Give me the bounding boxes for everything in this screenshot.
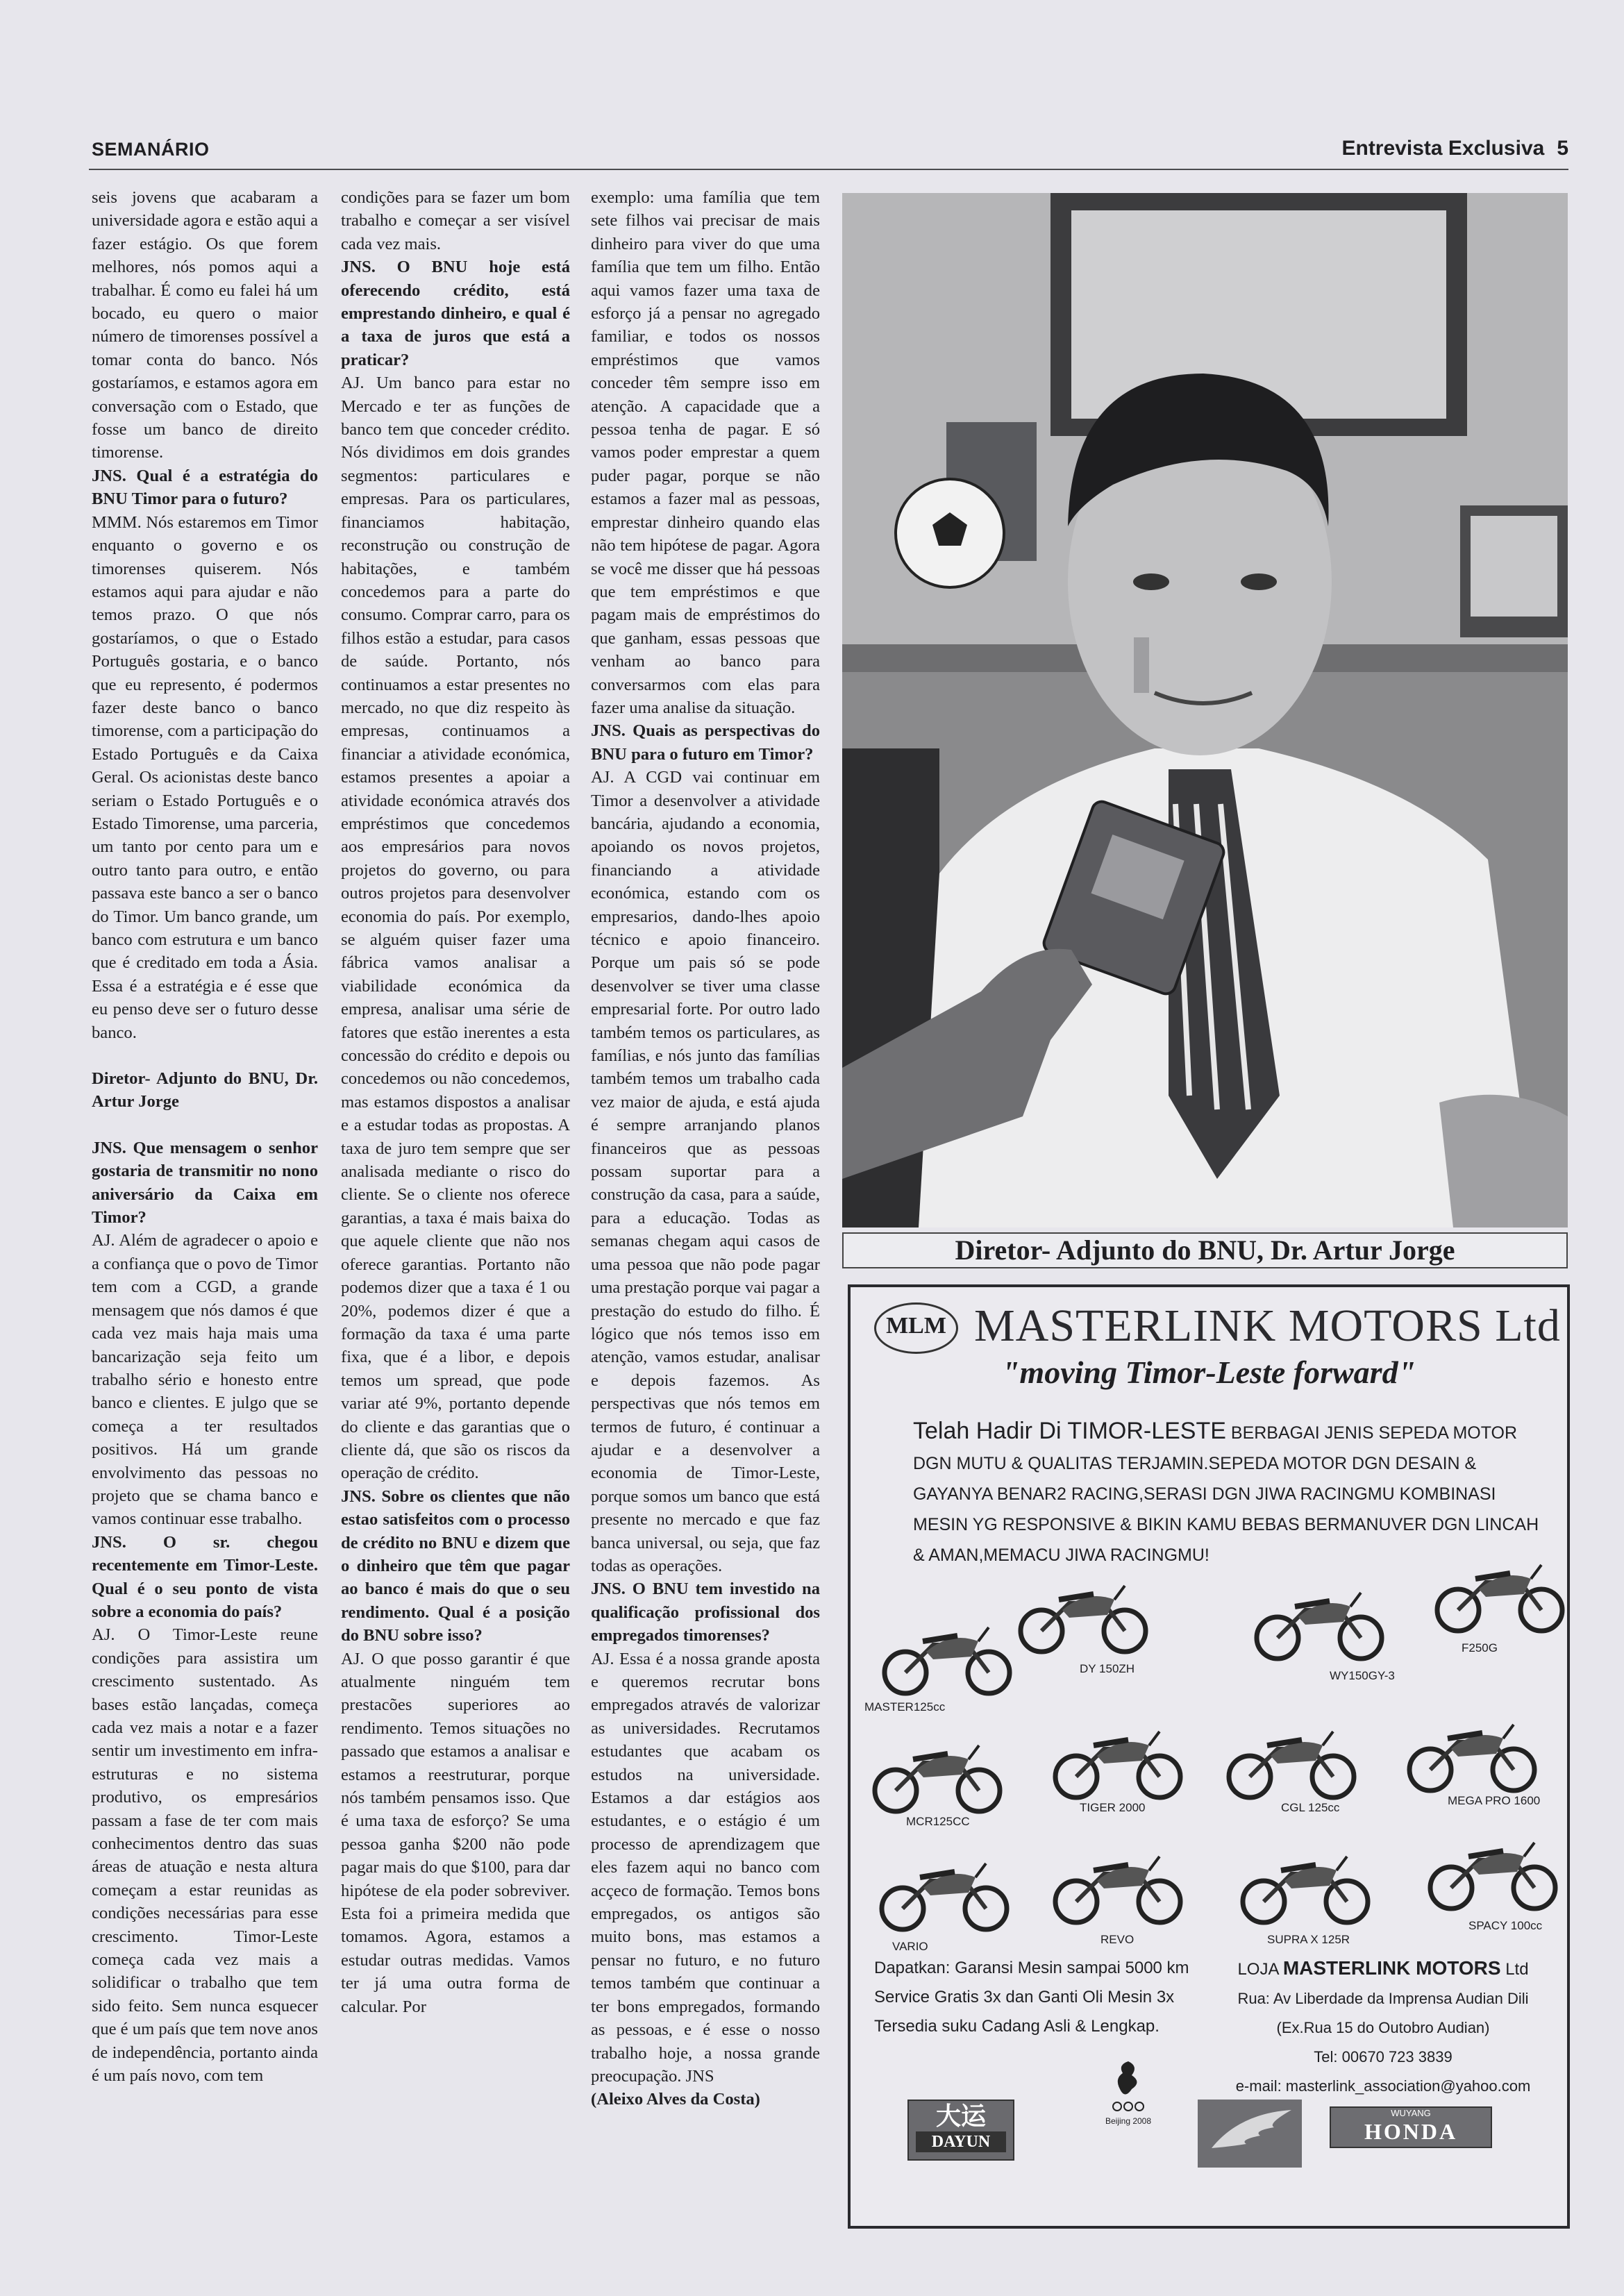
motorcycle-model-label: CGL 125cc bbox=[1281, 1801, 1340, 1814]
dayun-logo-chinese: 大运 bbox=[935, 2102, 986, 2130]
interview-question: JNS. O sr. chegou recentemente em Timor-Leste. Qual é o seu ponto de vista sobre a economia do país? bbox=[92, 1532, 318, 1621]
article-column-2 bbox=[341, 186, 570, 2018]
shop-name: MASTERLINK MOTORS bbox=[1282, 1957, 1501, 1979]
article-paragraph: AJ. Um banco para estar no Mercado e ter as funções de banco tem que conceder crédito. Nós dividimos em dois grandes segmentos: particulares e empresas. Para os particulares, financiamos habitação, reconstrução ou construção de habitações, e também concedemos para a parte do consumo. Comprar carro, para os filhos estão a estudar, para casos de saúde. Portanto, nós continuamos a estar presentes no mercado, no que diz respeito às empresas, continuamos a financiar a atividade económica, estamos presentes a apoiar a atividade económica através dos empréstimos que concedemos aos empresários para novos projetos do governo, ou para outros projetos para desenvolver economia do país. Por exemplo, se alguém quiser fazer uma fábrica vamos analisar a viabilidade económica da empresa, analisar uma série de fatores que estão inerentes a esta concessão do crédito e depois ou concedemos ou não concedemos, mas estamos dispostos a analisar e a estudar todas as propostas. A taxa de juro tem sempre que ser analisada mediante o risco do cliente. Se o cliente nos oferece garantias, a taxa é mais baixa do que aquele cliente que não nos oferece garantias. Portanto não podemos dizer que a taxa é 1 ou 20%, podemos dizer é que a formação da taxa é uma parte fixa, que é a libor, e depois temos um spread, que pode variar até 9%, portanto depende do cliente e das garantias que o cliente dá, que são os riscos da operação de crédito. bbox=[341, 374, 570, 1483]
motorcycle-icon bbox=[1427, 1551, 1573, 1634]
olympic-emblem-icon bbox=[1107, 2058, 1149, 2113]
shop-address: Rua: Av Liberdade da Imprensa Audian Dili bbox=[1237, 1990, 1529, 2007]
shop-suffix: Ltd bbox=[1505, 1960, 1529, 1979]
ad-description: BERBAGAI JENIS SEPEDA MOTOR DGN MUTU & QUALITAS TERJAMIN.SEPEDA MOTOR DGN DESAIN & GAYANYA BENAR2 RACING,SERASI DGN JIWA RACINGMU KOMBINASI MESIN YG RESPONSIVE & BIKIN KAMU BEBAS BERMANUVER DGN LINCAH & AMAN,MEMACU JIWA RACINGMU! bbox=[913, 1423, 1539, 1565]
interview-question: JNS. Sobre os clientes que não estao satisfeitos com o processo de crédito no BNU e dizem que o dinheiro que têm que pagar ao banco é mais do que o seu rendimento. Qual é a posição do BNU sobre isso? bbox=[341, 1486, 570, 1645]
ad-offers bbox=[874, 1954, 1189, 2041]
paragraph-gap bbox=[92, 1044, 318, 1067]
masterlink-advertisement bbox=[848, 1284, 1570, 2229]
honda-text: HONDA bbox=[1364, 2119, 1458, 2144]
ad-lead: Telah Hadir Di TIMOR-LESTE bbox=[913, 1418, 1226, 1444]
motorcycle-icon bbox=[1232, 1843, 1378, 1926]
motorcycle-model-label: SUPRA X 125R bbox=[1267, 1933, 1350, 1946]
article-paragraph: MMM. Nós estaremos em Timor enquanto o governo e os timorenses quiserem. Nós estamos aqui para ajudar e não temos prazo. O que nós gostaríamos, o que o Estado Português gostaria, e o banco que eu represento, é podermos fazer deste banco o banco timorense, com a participação do Estado Português e da Caixa Geral. Os acionistas deste banco seriam o Estado Português e o Estado Timorense, uma parceria, um tanto por cento para um e outro tanto para outro, e então passava este banco a ser o banco do Timor. Um banco grande, um banco com estrutura e um banco que é creditado em toda a Ásia. Essa é a estratégia e é esse que eu penso deve ser o futuro desse banco. bbox=[92, 512, 318, 1042]
motorcycle-model-label: F250G bbox=[1462, 1641, 1498, 1654]
motorcycle-icon bbox=[1045, 1718, 1191, 1801]
article-paragraph: AJ. O Timor-Leste reune condições para assistira um crescimento sustentado. As bases estão lançadas, começa cada vez mais a notar e a fazer sentir um investimento em infra-estruturas e no sistema produtivo, os empresários passam a fase de ter com mais conhecimentos dentro das suas áreas de atuação e nesta altura começam a estar reunidas as condições necessárias para esse crescimento. Timor-Leste começa cada vez mais a solidificar o trabalho que tem sido feito. Sem nunca esquecer que é um país que tem nove anos de independência, portanto ainda é um país novo, com tem bbox=[92, 1625, 318, 2086]
motorcycle-icon bbox=[1010, 1572, 1156, 1655]
ad-slogan: "moving Timor-Leste forward" bbox=[1001, 1355, 1416, 1390]
photo-caption: Diretor- Adjunto do BNU, Dr. Artur Jorge bbox=[842, 1232, 1568, 1268]
shop-address-note: (Ex.Rua 15 do Outobro Audian) bbox=[1276, 2019, 1490, 2036]
motorcycle-model-label: REVO bbox=[1100, 1933, 1135, 1946]
mlm-logo: MLM bbox=[874, 1302, 958, 1354]
motorcycle-model-label: SPACY 100cc bbox=[1468, 1919, 1543, 1932]
article-column-3 bbox=[591, 186, 820, 2111]
motorcycle-icon bbox=[1219, 1718, 1364, 1801]
interview-question: JNS. Qual é a estratégia do BNU Timor para o futuro? bbox=[92, 466, 318, 509]
honda-wing-logo bbox=[1198, 2100, 1302, 2168]
motorcycle-model-label: VARIO bbox=[892, 1940, 928, 1953]
motorcycle-model-label: DY 150ZH bbox=[1080, 1662, 1135, 1675]
newspaper-name: SEMANÁRIO bbox=[92, 139, 210, 160]
article-column-1 bbox=[92, 186, 318, 2088]
header-rule bbox=[89, 169, 1568, 170]
shop-phone: Tel: 00670 723 3839 bbox=[1314, 2048, 1453, 2065]
motorcycle-icon bbox=[871, 1850, 1017, 1933]
motorcycle-model-label: MCR125CC bbox=[906, 1815, 970, 1828]
motorcycle-icon bbox=[874, 1614, 1020, 1697]
motorcycle-icon bbox=[1246, 1579, 1392, 1662]
motorcycle-model-label: MEGA PRO 1600 bbox=[1448, 1794, 1541, 1807]
photo-illustration bbox=[842, 193, 1568, 1227]
interview-question: JNS. O BNU hoje está oferecendo crédito, está emprestando dinheiro, e qual é a taxa de juros que está a praticar? bbox=[341, 258, 570, 369]
ad-offer-line: Service Gratis 3x dan Ganti Oli Mesin 3x bbox=[874, 1988, 1175, 2006]
motorcycle-model-label: TIGER 2000 bbox=[1080, 1801, 1146, 1814]
motorcycle-icon bbox=[864, 1732, 1010, 1815]
wuyang-honda-logo bbox=[1330, 2106, 1492, 2148]
paragraph-gap bbox=[92, 1114, 318, 1137]
interview-question: (Aleixo Alves da Costa) bbox=[591, 2090, 760, 2109]
ad-offer-line: Dapatkan: Garansi Mesin sampai 5000 km bbox=[874, 1959, 1189, 1977]
motorcycle-model-label: WY150GY-3 bbox=[1330, 1669, 1395, 1682]
page-number: 5 bbox=[1557, 137, 1568, 160]
motorcycle-icon bbox=[1045, 1843, 1191, 1926]
interview-question: JNS. O BNU tem investido na qualificação profissional dos empregados timorenses? bbox=[591, 1579, 820, 1645]
wing-icon bbox=[1198, 2100, 1302, 2168]
motorcycle-icon bbox=[1420, 1829, 1566, 1912]
shop-name-line bbox=[1220, 1954, 1546, 1984]
section-title bbox=[1341, 137, 1568, 160]
article-paragraph: condições para se fazer um bom trabalho e começar a ser visível cada vez mais. bbox=[341, 188, 570, 253]
article-paragraph: seis jovens que acabaram a universidade agora e estão aqui a fazer estágio. Os que forem melhores, nós pomos aqui a trabalhar. É como eu falei há um bocado, eu quero o maior número de timorenses possível a tomar conta do banco. Nós gostaríamos, e estamos agora em conversação com o Estado, que fosse um banco de direito timorense. bbox=[92, 188, 318, 462]
article-paragraph: AJ. A CGD vai continuar em Timor a desenvolver a atividade bancária, ajudando a economia, apoiando os novos projetos, financiando a atividade económica, estando com os empresarios, dando-lhes apoio técnico e apoio financeiro. Porque um pais só se pode desenvolver se tiver uma classe empresarial forte. Por outro lado também temos os particulares, as famílias, e nós junto das famílias também temos um trabalho cada vez maior de ajuda, e está ajuda é sempre arranjando planos financeiros que as pessoas possam suportar para a construção da casa, para a saúde, para a educação. Todas as semanas chegam aqui casos de uma pessoa que não pode pagar uma prestação porque vai pagar a prestação do estudo do filho. É lógico que nós temos isso em atenção, vamos estudar, analisar e depois fazemos. As perspectivas que nós temos em termos de futuro, é continuar a ajudar e a desenvolver a economia de Timor-Leste, porque somos um banco que está presente no mercado e que faz banca universal, ou seja, que faz todas as operações. bbox=[591, 768, 820, 1575]
ad-contact bbox=[1220, 1954, 1546, 2101]
dayun-logo bbox=[907, 2100, 1014, 2161]
article-paragraph: AJ. O que posso garantir é que atualmente ninguém tem prestacões superiores ao rendimento. Temos situações no passado que estamos a analisar e estamos a reestruturar, porque nós também pensamos isso. Que é uma taxa de esforço? Se uma pessoa ganha $200 não pode pagar mais do que $100, para dar hipótese de ela poder sobreviver. Esta foi a primeira medida que tomamos. Agora, estamos a estudar outras medidas. Vamos ter já uma outra forma de calcular. Por bbox=[341, 1649, 570, 2016]
beijing-olympics-logo bbox=[1073, 2058, 1184, 2127]
interview-question: Diretor- Adjunto do BNU, Dr. Artur Jorge bbox=[92, 1069, 318, 1112]
ad-offer-line: Tersedia suku Cadang Asli & Lengkap. bbox=[874, 2017, 1160, 2036]
ad-body-text bbox=[913, 1416, 1539, 1570]
olympic-logo-text: Beijing 2008 bbox=[1105, 2116, 1152, 2126]
article-paragraph: exemplo: uma família que tem sete filhos vai precisar de mais dinheiro para viver do que uma família que tem um filho. Então aqui vamos fazer uma taxa de esforço já a pensar no agregado familiar, e todos os nossos empréstimos que vamos conceder têm sempre isso em atenção. A capacidade que a pessoa tenha de pagar. E só vamos poder emprestar a quem puder pagar, porque se não estamos a fazer mal as pessoas, emprestar dinheiro quando elas não tem hipótese de pagar. Agora se você me disser que há pessoas que tem empréstimos e que pagam mais de empréstimos do que ganham, essas pessoas que venham ao banco para conversarmos com elas para fazer uma analise da situação. bbox=[591, 188, 820, 717]
motorcycle-icon bbox=[1399, 1711, 1545, 1794]
shop-email: e-mail: masterlink_association@yahoo.com bbox=[1235, 2077, 1531, 2095]
shop-prefix: LOJA bbox=[1237, 1960, 1279, 1979]
article-paragraph: AJ. Além de agradecer o apoio e a confiança que o povo de Timor tem com a CGD, a grande mensagem que nós damos é que cada vez mais haja mais uma bancarização seja feito um trabalho sério e honesto entre banco e clientes. E julgo que se começa a ter resultados positivos. Há um grande envolvimento das pessoas no projeto que se chama banco e vamos continuar esse trabalho. bbox=[92, 1231, 318, 1529]
ad-company-name: MASTERLINK MOTORS Ltd bbox=[974, 1300, 1561, 1351]
interview-question: JNS. Quais as perspectivas do BNU para o futuro em Timor? bbox=[591, 721, 820, 764]
article-paragraph: AJ. Essa é a nossa grande aposta e queremos recrutar bons empregados através de valorizar as universidades. Recrutamos estudantes que acabam os estudos na universidade. Estamos a dar estágios aos estudantes, e o estágio é um processo de aprendizagem que eles fazem aqui no banco com acçeco de formação. Temos bons empregados, os antigos são muito bons, mas estamos a pensar no futuro, e no futuro temos também que continuar a ter bons empregados, formando as pessoas, e é esse o nosso trabalho hoje, a nossa grande preocupação. JNS bbox=[591, 1649, 820, 2086]
motorcycle-model-label: MASTER125cc bbox=[864, 1700, 946, 1713]
section-name: Entrevista Exclusiva bbox=[1341, 137, 1545, 160]
wuyang-text: WUYANG bbox=[1391, 2108, 1431, 2118]
interview-question: JNS. Que mensagem o senhor gostaria de transmitir no nono aniversário da Caixa em Timor? bbox=[92, 1138, 318, 1227]
interview-photo bbox=[842, 193, 1568, 1227]
dayun-logo-text: DAYUN bbox=[916, 2131, 1006, 2152]
